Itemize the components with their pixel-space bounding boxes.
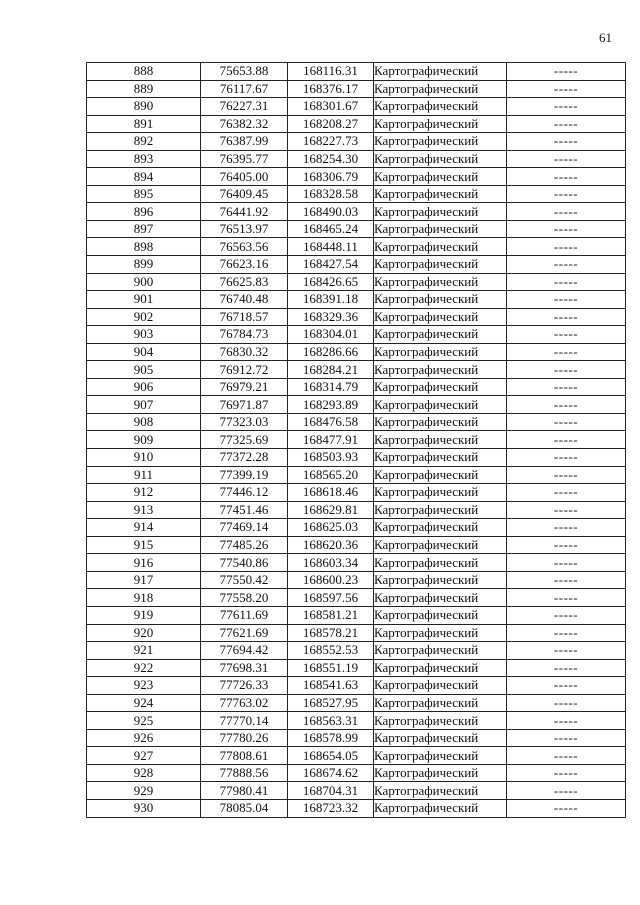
- x-coordinate-cell: 76912.72: [201, 361, 288, 379]
- point-number-cell: 910: [87, 449, 201, 467]
- point-number-cell: 898: [87, 238, 201, 256]
- point-number-cell: 888: [87, 63, 201, 81]
- table-row: [87, 291, 626, 309]
- method-cell: Картографический: [374, 484, 507, 502]
- table-row: [87, 273, 626, 291]
- point-number-cell: 914: [87, 519, 201, 537]
- method-cell: Картографический: [374, 413, 507, 431]
- x-coordinate-cell: 77323.03: [201, 413, 288, 431]
- table-row: [87, 747, 626, 765]
- y-coordinate-cell: 168704.31: [288, 782, 374, 800]
- note-cell: -----: [507, 484, 626, 502]
- table-row: [87, 519, 626, 537]
- point-number-cell: 901: [87, 291, 201, 309]
- table-row: [87, 115, 626, 133]
- note-cell: -----: [507, 413, 626, 431]
- note-cell: -----: [507, 431, 626, 449]
- note-cell: -----: [507, 185, 626, 203]
- y-coordinate-cell: 168490.03: [288, 203, 374, 221]
- note-cell: -----: [507, 571, 626, 589]
- table-row: [87, 256, 626, 274]
- point-number-cell: 900: [87, 273, 201, 291]
- table-row: [87, 413, 626, 431]
- method-cell: Картографический: [374, 308, 507, 326]
- point-number-cell: 903: [87, 326, 201, 344]
- y-coordinate-cell: 168477.91: [288, 431, 374, 449]
- point-number-cell: 902: [87, 308, 201, 326]
- y-coordinate-cell: 168465.24: [288, 220, 374, 238]
- note-cell: -----: [507, 799, 626, 817]
- note-cell: -----: [507, 361, 626, 379]
- note-cell: -----: [507, 256, 626, 274]
- note-cell: -----: [507, 694, 626, 712]
- table-row: [87, 677, 626, 695]
- method-cell: Картографический: [374, 63, 507, 81]
- note-cell: -----: [507, 168, 626, 186]
- table-row: [87, 642, 626, 660]
- y-coordinate-cell: 168552.53: [288, 642, 374, 660]
- method-cell: Картографический: [374, 326, 507, 344]
- note-cell: -----: [507, 659, 626, 677]
- note-cell: -----: [507, 729, 626, 747]
- y-coordinate-cell: 168563.31: [288, 712, 374, 730]
- point-number-cell: 890: [87, 98, 201, 116]
- point-number-cell: 912: [87, 484, 201, 502]
- x-coordinate-cell: 77399.19: [201, 466, 288, 484]
- method-cell: Картографический: [374, 571, 507, 589]
- note-cell: -----: [507, 63, 626, 81]
- note-cell: -----: [507, 378, 626, 396]
- y-coordinate-cell: 168391.18: [288, 291, 374, 309]
- table-row: [87, 308, 626, 326]
- note-cell: -----: [507, 396, 626, 414]
- table-row: [87, 729, 626, 747]
- point-number-cell: 927: [87, 747, 201, 765]
- note-cell: -----: [507, 624, 626, 642]
- y-coordinate-cell: 168476.58: [288, 413, 374, 431]
- note-cell: -----: [507, 150, 626, 168]
- method-cell: Картографический: [374, 677, 507, 695]
- x-coordinate-cell: 77763.02: [201, 694, 288, 712]
- x-coordinate-cell: 75653.88: [201, 63, 288, 81]
- table-row: [87, 150, 626, 168]
- page-number: 61: [599, 30, 612, 45]
- y-coordinate-cell: 168306.79: [288, 168, 374, 186]
- x-coordinate-cell: 76563.56: [201, 238, 288, 256]
- method-cell: Картографический: [374, 589, 507, 607]
- point-number-cell: 891: [87, 115, 201, 133]
- note-cell: -----: [507, 238, 626, 256]
- table-row: [87, 554, 626, 572]
- y-coordinate-cell: 168581.21: [288, 606, 374, 624]
- x-coordinate-cell: 76971.87: [201, 396, 288, 414]
- coordinates-table-body: [87, 63, 626, 818]
- table-row: [87, 185, 626, 203]
- method-cell: Картографический: [374, 712, 507, 730]
- y-coordinate-cell: 168578.99: [288, 729, 374, 747]
- method-cell: Картографический: [374, 273, 507, 291]
- table-row: [87, 378, 626, 396]
- table-row: [87, 133, 626, 151]
- y-coordinate-cell: 168208.27: [288, 115, 374, 133]
- method-cell: Картографический: [374, 747, 507, 765]
- point-number-cell: 893: [87, 150, 201, 168]
- table-row: [87, 80, 626, 98]
- y-coordinate-cell: 168620.36: [288, 536, 374, 554]
- note-cell: -----: [507, 677, 626, 695]
- y-coordinate-cell: 168600.23: [288, 571, 374, 589]
- x-coordinate-cell: 78085.04: [201, 799, 288, 817]
- method-cell: Картографический: [374, 642, 507, 660]
- method-cell: Картографический: [374, 449, 507, 467]
- point-number-cell: 917: [87, 571, 201, 589]
- note-cell: -----: [507, 536, 626, 554]
- note-cell: -----: [507, 80, 626, 98]
- point-number-cell: 906: [87, 378, 201, 396]
- x-coordinate-cell: 77446.12: [201, 484, 288, 502]
- table-row: [87, 396, 626, 414]
- x-coordinate-cell: 77621.69: [201, 624, 288, 642]
- table-row: [87, 694, 626, 712]
- point-number-cell: 919: [87, 606, 201, 624]
- x-coordinate-cell: 76784.73: [201, 326, 288, 344]
- note-cell: -----: [507, 308, 626, 326]
- table-row: [87, 449, 626, 467]
- note-cell: -----: [507, 343, 626, 361]
- point-number-cell: 895: [87, 185, 201, 203]
- y-coordinate-cell: 168503.93: [288, 449, 374, 467]
- point-number-cell: 907: [87, 396, 201, 414]
- method-cell: Картографический: [374, 361, 507, 379]
- y-coordinate-cell: 168551.19: [288, 659, 374, 677]
- point-number-cell: 892: [87, 133, 201, 151]
- note-cell: -----: [507, 115, 626, 133]
- y-coordinate-cell: 168293.89: [288, 396, 374, 414]
- method-cell: Картографический: [374, 554, 507, 572]
- table-row: [87, 782, 626, 800]
- note-cell: -----: [507, 449, 626, 467]
- table-row: [87, 624, 626, 642]
- note-cell: -----: [507, 326, 626, 344]
- x-coordinate-cell: 76740.48: [201, 291, 288, 309]
- method-cell: Картографический: [374, 378, 507, 396]
- method-cell: Картографический: [374, 606, 507, 624]
- note-cell: -----: [507, 273, 626, 291]
- point-number-cell: 904: [87, 343, 201, 361]
- note-cell: -----: [507, 466, 626, 484]
- method-cell: Картографический: [374, 203, 507, 221]
- x-coordinate-cell: 77698.31: [201, 659, 288, 677]
- note-cell: -----: [507, 133, 626, 151]
- table-row: [87, 606, 626, 624]
- method-cell: Картографический: [374, 764, 507, 782]
- x-coordinate-cell: 76441.92: [201, 203, 288, 221]
- y-coordinate-cell: 168603.34: [288, 554, 374, 572]
- point-number-cell: 923: [87, 677, 201, 695]
- note-cell: -----: [507, 782, 626, 800]
- y-coordinate-cell: 168565.20: [288, 466, 374, 484]
- table-row: [87, 659, 626, 677]
- method-cell: Картографический: [374, 782, 507, 800]
- table-row: [87, 589, 626, 607]
- method-cell: Картографический: [374, 115, 507, 133]
- point-number-cell: 922: [87, 659, 201, 677]
- table-row: [87, 571, 626, 589]
- y-coordinate-cell: 168284.21: [288, 361, 374, 379]
- y-coordinate-cell: 168304.01: [288, 326, 374, 344]
- note-cell: -----: [507, 747, 626, 765]
- x-coordinate-cell: 76405.00: [201, 168, 288, 186]
- x-coordinate-cell: 77780.26: [201, 729, 288, 747]
- x-coordinate-cell: 77550.42: [201, 571, 288, 589]
- note-cell: -----: [507, 764, 626, 782]
- table-row: [87, 361, 626, 379]
- note-cell: -----: [507, 554, 626, 572]
- table-row: [87, 484, 626, 502]
- y-coordinate-cell: 168329.36: [288, 308, 374, 326]
- x-coordinate-cell: 76387.99: [201, 133, 288, 151]
- x-coordinate-cell: 76382.32: [201, 115, 288, 133]
- point-number-cell: 915: [87, 536, 201, 554]
- table-row: [87, 799, 626, 817]
- table-row: [87, 466, 626, 484]
- y-coordinate-cell: 168227.73: [288, 133, 374, 151]
- note-cell: -----: [507, 589, 626, 607]
- point-number-cell: 916: [87, 554, 201, 572]
- y-coordinate-cell: 168541.63: [288, 677, 374, 695]
- point-number-cell: 929: [87, 782, 201, 800]
- method-cell: Картографический: [374, 799, 507, 817]
- point-number-cell: 926: [87, 729, 201, 747]
- method-cell: Картографический: [374, 343, 507, 361]
- method-cell: Картографический: [374, 519, 507, 537]
- x-coordinate-cell: 76830.32: [201, 343, 288, 361]
- note-cell: -----: [507, 98, 626, 116]
- method-cell: Картографический: [374, 220, 507, 238]
- x-coordinate-cell: 76395.77: [201, 150, 288, 168]
- x-coordinate-cell: 77485.26: [201, 536, 288, 554]
- x-coordinate-cell: 77372.28: [201, 449, 288, 467]
- point-number-cell: 909: [87, 431, 201, 449]
- method-cell: Картографический: [374, 659, 507, 677]
- x-coordinate-cell: 77540.86: [201, 554, 288, 572]
- point-number-cell: 928: [87, 764, 201, 782]
- point-number-cell: 905: [87, 361, 201, 379]
- y-coordinate-cell: 168629.81: [288, 501, 374, 519]
- method-cell: Картографический: [374, 133, 507, 151]
- x-coordinate-cell: 76718.57: [201, 308, 288, 326]
- table-row: [87, 203, 626, 221]
- y-coordinate-cell: 168286.66: [288, 343, 374, 361]
- method-cell: Картографический: [374, 150, 507, 168]
- point-number-cell: 913: [87, 501, 201, 519]
- note-cell: -----: [507, 220, 626, 238]
- method-cell: Картографический: [374, 466, 507, 484]
- note-cell: -----: [507, 642, 626, 660]
- x-coordinate-cell: 77694.42: [201, 642, 288, 660]
- point-number-cell: 889: [87, 80, 201, 98]
- table-row: [87, 343, 626, 361]
- method-cell: Картографический: [374, 238, 507, 256]
- y-coordinate-cell: 168654.05: [288, 747, 374, 765]
- table-row: [87, 501, 626, 519]
- note-cell: -----: [507, 712, 626, 730]
- y-coordinate-cell: 168116.31: [288, 63, 374, 81]
- method-cell: Картографический: [374, 536, 507, 554]
- table-row: [87, 63, 626, 81]
- method-cell: Картографический: [374, 98, 507, 116]
- x-coordinate-cell: 76979.21: [201, 378, 288, 396]
- point-number-cell: 921: [87, 642, 201, 660]
- y-coordinate-cell: 168618.46: [288, 484, 374, 502]
- method-cell: Картографический: [374, 80, 507, 98]
- x-coordinate-cell: 77726.33: [201, 677, 288, 695]
- x-coordinate-cell: 77808.61: [201, 747, 288, 765]
- y-coordinate-cell: 168597.56: [288, 589, 374, 607]
- y-coordinate-cell: 168527.95: [288, 694, 374, 712]
- x-coordinate-cell: 77770.14: [201, 712, 288, 730]
- method-cell: Картографический: [374, 501, 507, 519]
- table-row: [87, 712, 626, 730]
- x-coordinate-cell: 76227.31: [201, 98, 288, 116]
- x-coordinate-cell: 77888.56: [201, 764, 288, 782]
- method-cell: Картографический: [374, 624, 507, 642]
- table-row: [87, 220, 626, 238]
- x-coordinate-cell: 77558.20: [201, 589, 288, 607]
- y-coordinate-cell: 168301.67: [288, 98, 374, 116]
- method-cell: Картографический: [374, 185, 507, 203]
- method-cell: Картографический: [374, 694, 507, 712]
- x-coordinate-cell: 77469.14: [201, 519, 288, 537]
- y-coordinate-cell: 168254.30: [288, 150, 374, 168]
- point-number-cell: 918: [87, 589, 201, 607]
- x-coordinate-cell: 77611.69: [201, 606, 288, 624]
- x-coordinate-cell: 76623.16: [201, 256, 288, 274]
- x-coordinate-cell: 77980.41: [201, 782, 288, 800]
- y-coordinate-cell: 168376.17: [288, 80, 374, 98]
- y-coordinate-cell: 168578.21: [288, 624, 374, 642]
- point-number-cell: 894: [87, 168, 201, 186]
- note-cell: -----: [507, 501, 626, 519]
- table-row: [87, 431, 626, 449]
- table-row: [87, 326, 626, 344]
- point-number-cell: 896: [87, 203, 201, 221]
- table-row: [87, 168, 626, 186]
- point-number-cell: 924: [87, 694, 201, 712]
- x-coordinate-cell: 77451.46: [201, 501, 288, 519]
- x-coordinate-cell: 76117.67: [201, 80, 288, 98]
- point-number-cell: 908: [87, 413, 201, 431]
- y-coordinate-cell: 168625.03: [288, 519, 374, 537]
- y-coordinate-cell: 168723.32: [288, 799, 374, 817]
- table-row: [87, 764, 626, 782]
- point-number-cell: 897: [87, 220, 201, 238]
- y-coordinate-cell: 168448.11: [288, 238, 374, 256]
- x-coordinate-cell: 76513.97: [201, 220, 288, 238]
- method-cell: Картографический: [374, 256, 507, 274]
- x-coordinate-cell: 76625.83: [201, 273, 288, 291]
- table-row: [87, 98, 626, 116]
- method-cell: Картографический: [374, 291, 507, 309]
- y-coordinate-cell: 168328.58: [288, 185, 374, 203]
- method-cell: Картографический: [374, 396, 507, 414]
- note-cell: -----: [507, 519, 626, 537]
- y-coordinate-cell: 168426.65: [288, 273, 374, 291]
- y-coordinate-cell: 168314.79: [288, 378, 374, 396]
- point-number-cell: 930: [87, 799, 201, 817]
- note-cell: -----: [507, 606, 626, 624]
- table-row: [87, 238, 626, 256]
- point-number-cell: 911: [87, 466, 201, 484]
- note-cell: -----: [507, 291, 626, 309]
- y-coordinate-cell: 168674.62: [288, 764, 374, 782]
- method-cell: Картографический: [374, 168, 507, 186]
- note-cell: -----: [507, 203, 626, 221]
- method-cell: Картографический: [374, 729, 507, 747]
- point-number-cell: 899: [87, 256, 201, 274]
- x-coordinate-cell: 77325.69: [201, 431, 288, 449]
- x-coordinate-cell: 76409.45: [201, 185, 288, 203]
- table-row: [87, 536, 626, 554]
- coordinates-table: [86, 62, 626, 818]
- method-cell: Картографический: [374, 431, 507, 449]
- point-number-cell: 925: [87, 712, 201, 730]
- point-number-cell: 920: [87, 624, 201, 642]
- y-coordinate-cell: 168427.54: [288, 256, 374, 274]
